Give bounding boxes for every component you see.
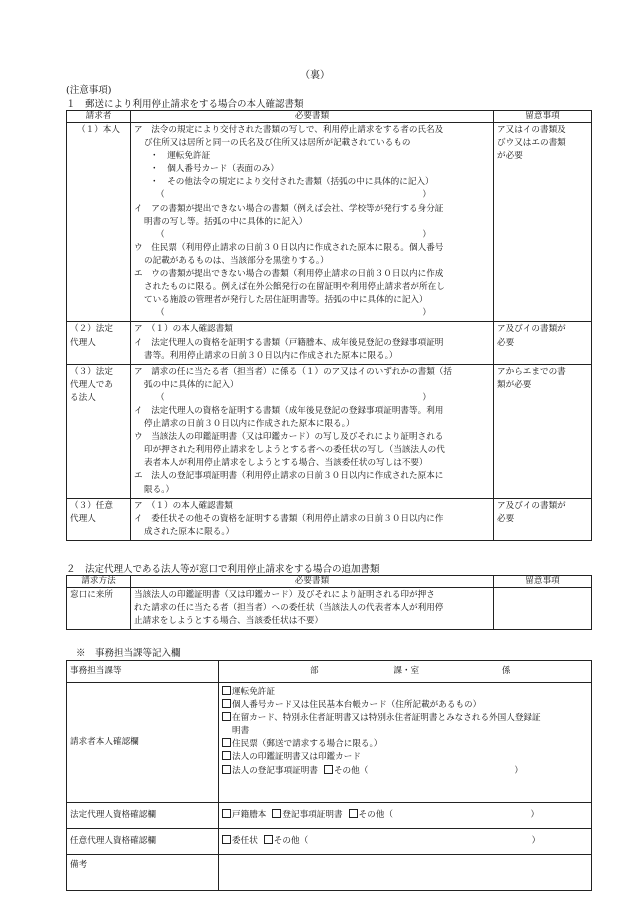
section2-heading: ２ 法定代理人である法人等が窓口で利用停止請求をする場合の追加書類 [66,564,380,575]
remarks-cell[interactable] [219,855,592,891]
checkbox-label: 戸籍謄本 [232,809,267,820]
notes-heading: (注意事項) [66,85,112,96]
checkbox-icon[interactable] [222,751,231,760]
note-line: ア又はイの書類及 [497,125,566,135]
table-row [67,364,592,498]
checkbox-item[interactable] [222,765,588,778]
checkbox-icon[interactable] [222,809,231,818]
requester-text: （３）任意 [70,500,113,511]
doc-line: （ ） [156,229,432,240]
requester-text: 代理人であ [70,379,113,390]
checkbox-item[interactable] [222,738,588,751]
doc-line: 止請求をしようとする場合、当該委任状は不要） [134,616,324,627]
doc-line: ウ 住民票（利用停止請求の日前３０日以内に作成された原本に限る。個人番号 [134,242,444,253]
doc-line: エ 法人の登記事項証明書（利用停止請求の日前３０日以内に作成された原本に [134,471,444,482]
section3-heading: ※ 事務担当課等記入欄 [76,648,181,659]
checkbox-item[interactable] [222,699,588,712]
doc-line: 弧の中に具体的に記入） [144,379,239,390]
table-header-row [67,576,592,588]
row-label: 法定代理人資格確認欄 [67,803,219,829]
requester-cell [67,123,131,322]
doc-line: ている施設の管理者が発行した居住証明書等。括弧の中に具体的に記入） [144,295,428,306]
requester-text: （１）本人 [77,125,120,135]
requester-text: る法人 [70,392,96,403]
column-header: 必要書類 [131,576,494,588]
docs-cell [131,364,494,498]
note-cell [494,364,592,498]
doc-line: 書等。利用停止請求の日前３０日以内に作成された原本に限る。） [144,350,398,361]
checkbox-label: その他（ ） [333,765,524,776]
note-line: が必要 [497,151,523,162]
doc-line: されたものに限る。例えば在外公館発行の在留証明や利用停止請求者が所在し [144,282,445,293]
table-row [67,855,592,891]
row-label: 任意代理人資格確認欄 [67,829,219,855]
checkbox-item[interactable] [222,751,588,764]
table-row [67,322,592,364]
checkbox-label: 在留カード、特別永住者証明書又は特別永住者証明書とみなされる外国人登録証 [232,713,541,724]
checkbox-icon[interactable] [222,835,231,844]
note-line: 必要 [497,513,515,524]
column-header: 請求方法 [67,576,131,588]
checkbox-label: 法人の印鑑証明書又は印鑑カード [232,752,361,763]
checkbox-label: 登記事項証明書 [282,809,343,820]
doc-line: エ ウの書類が提出できない場合の書類（利用停止請求の日前３０日以内に作成 [134,269,444,280]
doc-line: 表者本人が利用停止請求をしようとする場合、当該委任状の写しは不要） [144,458,428,469]
requester-text: （３）法定 [70,366,113,377]
checkbox-icon[interactable] [349,809,358,818]
doc-line: ア 請求の任に当たる者（担当者）に係る（１）のア又はイのいずれかの書類（括 [134,366,452,377]
doc-line: イ 法定代理人の資格を証明する書類（成年後見登記の登録事項証明書等。利用 [134,405,444,416]
doc-line: （ ） [156,392,432,403]
checkbox-label: 個人番号カード又は住民基本台帳カード（住所記載があるもの） [232,700,482,711]
dept-label: 部 [310,665,319,676]
note-line: 必要 [497,337,515,348]
doc-line: 当該法人の印鑑証明書（又は印鑑カード）及びそれにより証明される印が押さ [134,590,435,600]
checkbox-item[interactable] [222,809,588,822]
unit-label: 係 [501,665,511,676]
doc-line: ウ 当該法人の印鑑証明書（又は印鑑カード）の写し及びそれにより証明される [134,432,444,443]
doc-line: 明書の写し等。括弧の中に具体的に記入） [144,216,308,227]
doc-line: れた請求の任に当たる者（担当者）への委任状（当該法人の代表者本人が利用停 [134,603,444,614]
doc-line: イ アの書類が提出できない場合の書類（例えば会社、学校等が発行する身分証 [134,203,444,214]
docs-cell [131,498,494,540]
note-cell [494,498,592,540]
checkbox-icon[interactable] [222,686,231,695]
table-row [67,683,592,803]
checkbox-label: その他（ ） [358,809,540,820]
section1-table [66,110,592,541]
checkbox-icon[interactable] [324,765,333,774]
note-cell [494,322,592,364]
row-label: 備考 [67,855,219,891]
section-label: 課・室 [393,665,420,676]
requester-cell [67,364,131,498]
table-row [67,829,592,855]
doc-line: 停止請求の日前３０日以内に作成された原本に限る。） [144,419,355,430]
checkbox-icon[interactable] [222,765,231,774]
checkbox-icon[interactable] [272,809,281,818]
row-label: 請求者本人確認欄 [67,683,219,803]
doc-line: 限る。） [144,484,175,495]
doc-line: （ ） [156,308,432,319]
docs-cell [131,123,494,322]
note-line: びウ又はエの書類 [497,138,566,149]
doc-line: び住所又は居所と同一の氏名及び住所又は居所が記載されているもの [144,138,411,149]
checkbox-icon[interactable] [222,738,231,747]
page-title: （裏） [300,70,330,81]
note-line: ア及びイの書類が [497,324,566,335]
checkbox-icon[interactable] [222,712,231,721]
doc-line: イ 委任状その他その資格を証明する書類（利用停止請求の日前３０日以内に作 [134,513,444,524]
doc-line: ア 法令の規定により交付された書類の写しで、利用停止請求をする者の氏名及 [134,125,444,135]
office-use-table [66,660,592,891]
doc-line: ア （１）の本人確認書類 [134,500,233,511]
checkbox-item[interactable] [222,686,588,699]
column-header: 必要書類 [131,111,494,123]
doc-line: ・ その他法令の規定により交付された書類（括弧の中に具体的に記入） [150,177,434,188]
checkbox-label: その他（ ） [273,835,541,846]
checkbox-label-cont: 明書 [232,726,250,737]
note-cell [494,123,592,322]
table-row [67,803,592,829]
doc-line: 印が押された利用停止請求をしようとする者への委任状の写し（当該法人の代 [144,445,445,456]
doc-line: ・ 運転免許証 [150,151,211,162]
requester-cell [67,322,131,364]
table-header-row [67,111,592,123]
checkbox-icon[interactable] [222,699,231,708]
table-row [67,123,592,322]
checkbox-item[interactable] [222,712,588,725]
doc-line: （ ） [156,190,432,201]
table-row [67,588,592,630]
office-label-cell: 事務担当課等 [67,661,219,683]
table-row [67,661,592,683]
column-header: 留意事項 [494,576,592,588]
checkbox-label: 住民票（郵送で請求する場合に限る。） [232,739,383,750]
doc-line: ア （１）の本人確認書類 [134,324,233,335]
column-header: 留意事項 [494,111,592,123]
section2-table [66,575,592,630]
doc-line: の記載があるものは、当該部分を黒塗りする。） [144,255,329,266]
doc-line: イ 法定代理人の資格を証明する書類（戸籍謄本、成年後見登記の登録事項証明 [134,337,444,348]
office-units-cell [219,661,592,683]
note-line: ア及びイの書類が [497,500,566,511]
checklist-cell [219,683,592,803]
checkbox-icon[interactable] [264,835,273,844]
doc-line: ・ 個人番号カード（表面のみ） [150,164,279,175]
note-line: アからエまでの書 [497,366,566,377]
note-cell [494,588,592,630]
checklist-cell [219,803,592,829]
table-row [67,498,592,540]
checkbox-label: 法人の登記事項証明書 [232,765,318,776]
requester-cell [67,498,131,540]
docs-cell [131,322,494,364]
doc-line: 成された原本に限る。） [144,526,235,537]
column-header: 請求者 [67,111,131,123]
checkbox-label: 運転免許証 [232,687,275,697]
requester-text: 代理人 [70,513,96,524]
checkbox-label: 委任状 [232,835,258,846]
docs-cell [131,588,494,630]
checkbox-item[interactable] [222,835,588,848]
section1-heading: １ 郵送により利用停止請求をする場合の本人確認書類 [66,99,304,110]
checklist-cell [219,829,592,855]
requester-text: （２）法定 [70,324,113,335]
method-cell: 窓口に来所 [67,588,131,630]
note-line: 類が必要 [497,379,532,390]
requester-text: 代理人 [70,337,96,348]
